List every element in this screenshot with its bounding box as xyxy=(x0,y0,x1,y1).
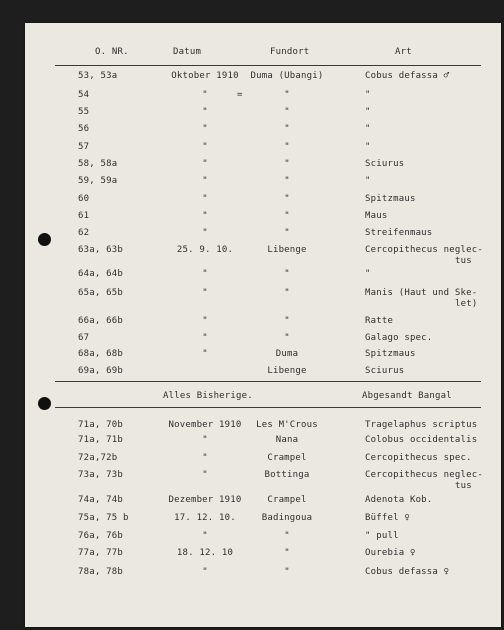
cell-art: Ratte xyxy=(365,316,394,326)
cell-datum: " xyxy=(202,194,208,204)
cell-datum: November 1910 xyxy=(168,420,242,430)
cell-datum: " xyxy=(202,107,208,117)
cell-art: Cercopithecus spec. xyxy=(365,453,472,463)
cell-datum: " xyxy=(202,531,208,541)
header-datum: Datum xyxy=(173,47,202,57)
cell-nr: 67 xyxy=(78,333,90,343)
cell-art: " xyxy=(365,269,371,279)
cell-fundort: " xyxy=(284,124,290,134)
cell-fundort: Crampel xyxy=(267,453,307,463)
cell-nr: 78a, 78b xyxy=(78,567,123,577)
cell-fundort: Crampel xyxy=(267,495,307,505)
cell-art: Colobus occidentalis xyxy=(365,435,478,445)
punch-hole-top xyxy=(38,233,51,246)
cell-nr: 54 xyxy=(78,90,90,100)
cell-fundort: Les M'Crous xyxy=(256,420,318,430)
cell-fundort: " xyxy=(284,90,290,100)
cell-fundort: " xyxy=(284,142,290,152)
cell-art: Maus xyxy=(365,211,388,221)
cell-fundort: " xyxy=(284,228,290,238)
cell-nr: 63a, 63b xyxy=(78,245,123,255)
cell-art-cont: tus xyxy=(455,481,472,491)
cell-fundort: Nana xyxy=(275,435,299,445)
header-nr: O. NR. xyxy=(95,47,129,57)
cell-nr: 53, 53a xyxy=(78,71,118,81)
cell-datum: " xyxy=(202,349,208,359)
cell-art: Galago spec. xyxy=(365,333,433,343)
cell-nr: 71a, 70b xyxy=(78,420,123,430)
cell-datum: " xyxy=(202,435,208,445)
cell-fundort: " xyxy=(284,107,290,117)
cell-datum: 25. 9. 10. xyxy=(176,245,234,255)
cell-fundort: " xyxy=(284,159,290,169)
cell-extra: = xyxy=(237,90,243,100)
cell-datum: " xyxy=(202,269,208,279)
cell-fundort: " xyxy=(284,176,290,186)
cell-nr: 66a, 66b xyxy=(78,316,123,326)
cell-nr: 73a, 73b xyxy=(78,470,123,480)
cell-datum: " xyxy=(202,124,208,134)
cell-art: Streifenmaus xyxy=(365,228,433,238)
cell-nr: 72a,72b xyxy=(78,453,118,463)
cell-art: Spitzmaus xyxy=(365,194,416,204)
cell-datum: " xyxy=(202,159,208,169)
cell-art: " xyxy=(365,107,371,117)
cell-nr: 68a, 68b xyxy=(78,349,123,359)
cell-art: Sciurus xyxy=(365,159,405,169)
cell-fundort: Libenge xyxy=(267,366,307,376)
cell-art: " xyxy=(365,176,371,186)
cell-datum: " xyxy=(202,142,208,152)
cell-datum: " xyxy=(202,211,208,221)
cell-fundort: " xyxy=(284,531,290,541)
cell-datum: Dezember 1910 xyxy=(168,495,242,505)
cell-art: Cercopithecus neglec- xyxy=(365,245,483,255)
cell-nr: 77a, 77b xyxy=(78,548,123,558)
cell-datum: 18. 12. 10 xyxy=(176,548,234,558)
cell-nr: 69a, 69b xyxy=(78,366,123,376)
cell-art: Cobus defassa ♀ xyxy=(365,567,450,577)
note-left: Alles Bisherige. xyxy=(163,391,253,401)
cell-datum: " xyxy=(202,228,208,238)
cell-art: " pull xyxy=(365,531,399,541)
cell-fundort: Duma (Ubangi) xyxy=(250,71,324,81)
cell-nr: 58, 58a xyxy=(78,159,118,169)
cell-nr: 65a, 65b xyxy=(78,288,123,298)
cell-art: " xyxy=(365,124,371,134)
cell-fundort: Libenge xyxy=(267,245,307,255)
cell-nr: 59, 59a xyxy=(78,176,118,186)
cell-datum: " xyxy=(202,453,208,463)
section-rule-bottom xyxy=(55,407,481,408)
cell-datum: " xyxy=(202,288,208,298)
cell-art: Büffel ♀ xyxy=(365,513,410,523)
cell-datum: " xyxy=(202,90,208,100)
cell-art: Tragelaphus scriptus xyxy=(365,420,478,430)
punch-hole-bottom xyxy=(38,397,51,410)
cell-datum: Oktober 1910 xyxy=(171,71,239,81)
header-rule xyxy=(55,65,481,66)
cell-nr: 57 xyxy=(78,142,90,152)
cell-nr: 61 xyxy=(78,211,90,221)
cell-fundort: " xyxy=(284,194,290,204)
cell-art: Adenota Kob. xyxy=(365,495,433,505)
cell-fundort: " xyxy=(284,548,290,558)
cell-art: Sciurus xyxy=(365,366,405,376)
cell-art-cont: let) xyxy=(455,299,478,309)
cell-datum: " xyxy=(202,316,208,326)
cell-nr: 75a, 75 b xyxy=(78,513,129,523)
cell-art: " xyxy=(365,142,371,152)
cell-nr: 55 xyxy=(78,107,90,117)
cell-art: " xyxy=(365,90,371,100)
cell-nr: 64a, 64b xyxy=(78,269,123,279)
document-page xyxy=(25,23,501,627)
cell-nr: 62 xyxy=(78,228,90,238)
cell-fundort: Duma xyxy=(275,349,299,359)
cell-nr: 56 xyxy=(78,124,90,134)
cell-fundort: " xyxy=(284,288,290,298)
cell-art: Manis (Haut und Ske- xyxy=(365,288,478,298)
cell-nr: 76a, 76b xyxy=(78,531,123,541)
cell-nr: 71a, 71b xyxy=(78,435,123,445)
cell-datum: 17. 12. 10. xyxy=(174,513,236,523)
cell-art: Spitzmaus xyxy=(365,349,416,359)
header-fundort: Fundort xyxy=(270,47,310,57)
cell-fundort: Badingoua xyxy=(261,513,313,523)
cell-fundort: " xyxy=(284,269,290,279)
cell-datum: " xyxy=(202,470,208,480)
cell-fundort: " xyxy=(284,567,290,577)
cell-art: Ourebia ♀ xyxy=(365,548,416,558)
cell-nr: 60 xyxy=(78,194,90,204)
cell-datum: " xyxy=(202,176,208,186)
section-rule-top xyxy=(55,381,481,382)
cell-datum: " xyxy=(202,567,208,577)
cell-fundort: " xyxy=(284,316,290,326)
cell-datum: " xyxy=(202,333,208,343)
note-right: Abgesandt Bangal xyxy=(362,391,452,401)
cell-art-cont: tus xyxy=(455,256,472,266)
cell-art: Cercopithecus neglec- xyxy=(365,470,483,480)
header-art: Art xyxy=(395,47,412,57)
cell-nr: 74a, 74b xyxy=(78,495,123,505)
cell-fundort: " xyxy=(284,333,290,343)
cell-art: Cobus defassa ♂ xyxy=(365,71,450,81)
cell-fundort: Bottinga xyxy=(264,470,310,480)
cell-fundort: " xyxy=(284,211,290,221)
